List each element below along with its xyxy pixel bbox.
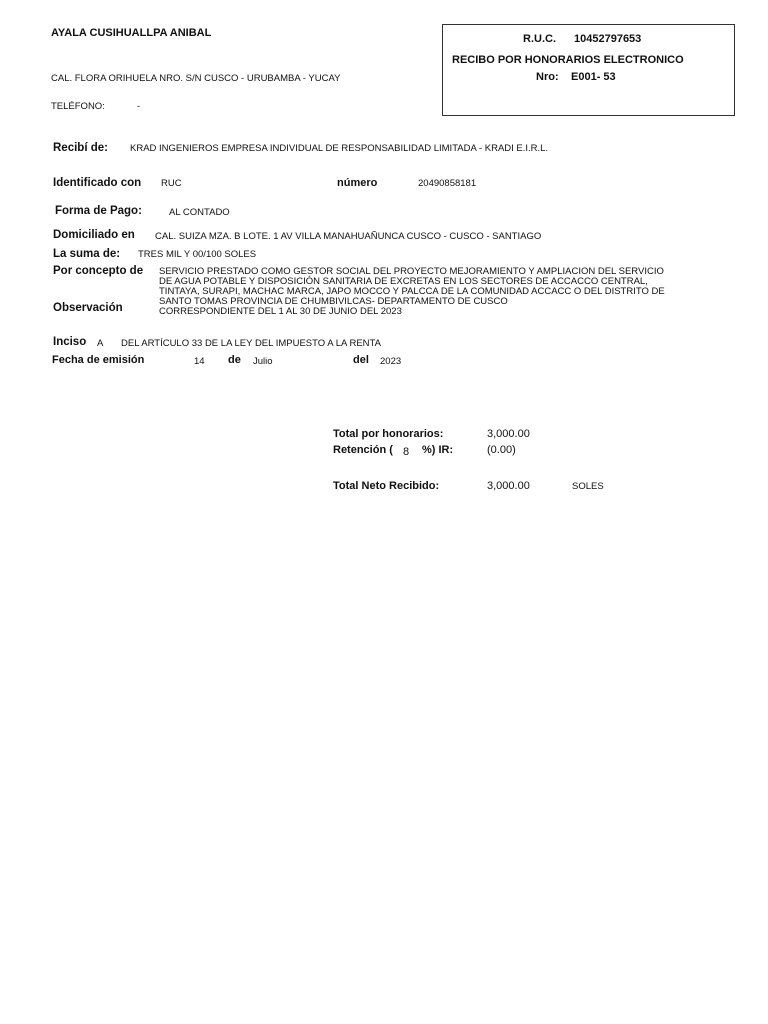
ruc-label: R.U.C. bbox=[523, 33, 556, 45]
fecha-month: Julio bbox=[253, 356, 273, 367]
identificado-label: Identificado con bbox=[53, 177, 142, 189]
observacion-label: Observación bbox=[53, 302, 123, 314]
concepto-line: SANTO TOMAS PROVINCIA DE CHUMBIVILCAS- DEPARTAMENTO DE CUSCO bbox=[159, 296, 508, 307]
document-title: RECIBO POR HONORARIOS ELECTRONICO bbox=[452, 54, 684, 66]
total-neto-value: 3,000.00 bbox=[487, 480, 530, 492]
total-neto-label: Total Neto Recibido: bbox=[333, 480, 440, 492]
nro-value: E001- 53 bbox=[571, 71, 616, 83]
issuer-name: AYALA CUSIHUALLPA ANIBAL bbox=[51, 27, 212, 39]
recibi-value: KRAD INGENIEROS EMPRESA INDIVIDUAL DE RESPONSABILIDAD LIMITADA - KRADI E.I.R.L. bbox=[130, 143, 549, 154]
numero-value: 20490858181 bbox=[418, 178, 477, 189]
fecha-de-label: de bbox=[228, 354, 241, 366]
retencion-value: (0.00) bbox=[487, 444, 516, 456]
inciso-text: DEL ARTÍCULO 33 DE LA LEY DEL IMPUESTO A LA RENTA bbox=[121, 338, 381, 349]
concepto-line: SERVICIO PRESTADO COMO GESTOR SOCIAL DEL PROYECTO MEJORAMIENTO Y AMPLIACION DEL SERVICIO bbox=[159, 266, 664, 277]
concepto-line: CORRESPONDIENTE DEL 1 AL 30 DE JUNIO DEL 2023 bbox=[159, 306, 402, 317]
domiciliado-label: Domiciliado en bbox=[53, 229, 135, 241]
suma-label: La suma de: bbox=[53, 248, 121, 260]
total-honorarios-label: Total por honorarios: bbox=[333, 428, 444, 440]
concepto-line: TINTAYA, SURAPI, MACHAC MARCA, JAPO MOCCO Y PALCCA DE LA COMUNIDAD ACCACC O DEL DISTRITO DE bbox=[159, 286, 665, 297]
recibi-label: Recibí de: bbox=[53, 142, 108, 154]
numero-label: número bbox=[337, 177, 378, 189]
forma-pago-value: AL CONTADO bbox=[169, 207, 230, 218]
concepto-line: DE AGUA POTABLE Y DISPOSICIÓN SANITARIA DE EXCRETAS EN LOS SECTORES DE ACCACCO CENTRAL, bbox=[159, 276, 648, 287]
currency-label: SOLES bbox=[572, 481, 604, 492]
fecha-del-label: del bbox=[353, 354, 369, 366]
identificado-value: RUC bbox=[161, 178, 182, 189]
fecha-day: 14 bbox=[194, 356, 205, 367]
retencion-pct: 8 bbox=[403, 446, 410, 458]
fecha-label: Fecha de emisión bbox=[52, 354, 145, 366]
concepto-text bbox=[159, 267, 719, 317]
nro-label: Nro: bbox=[536, 71, 559, 83]
fecha-year: 2023 bbox=[380, 356, 402, 367]
total-honorarios-value: 3,000.00 bbox=[487, 428, 530, 440]
suma-value: TRES MIL Y 00/100 SOLES bbox=[138, 249, 257, 260]
concepto-label: Por concepto de bbox=[53, 265, 144, 277]
issuer-phone-value: - bbox=[137, 101, 141, 112]
forma-pago-label: Forma de Pago: bbox=[55, 205, 142, 217]
ruc-value: 10452797653 bbox=[574, 33, 642, 45]
issuer-address: CAL. FLORA ORIHUELA NRO. S/N CUSCO - URUBAMBA - YUCAY bbox=[51, 73, 341, 84]
inciso-label: Inciso bbox=[53, 336, 87, 348]
retencion-label-b: %) IR: bbox=[422, 444, 454, 456]
domiciliado-value: CAL. SUIZA MZA. B LOTE. 1 AV VILLA MANAHUAÑUNCA CUSCO - CUSCO - SANTIAGO bbox=[155, 231, 542, 242]
inciso-value: A bbox=[97, 338, 104, 349]
issuer-phone-label: TELÉFONO: bbox=[51, 101, 105, 112]
retencion-label-a: Retención ( bbox=[333, 444, 393, 456]
